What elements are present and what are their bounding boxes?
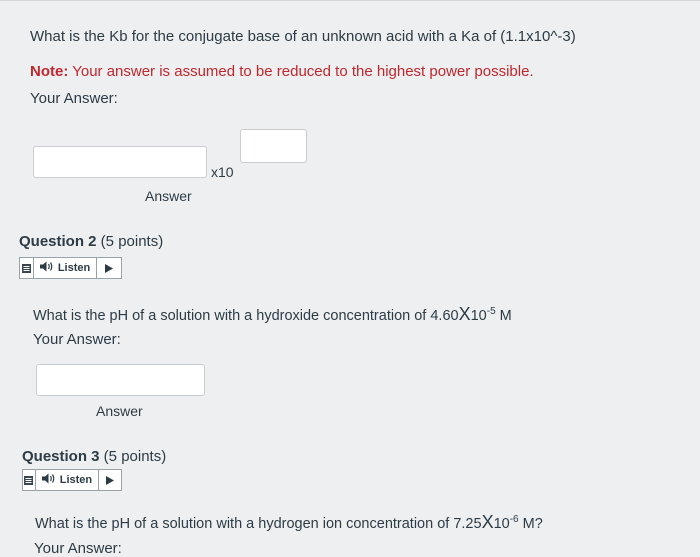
question-3-title: Question 3 bbox=[22, 448, 100, 465]
question-3-unit: M? bbox=[518, 516, 543, 532]
question-2-listen-button[interactable] bbox=[34, 258, 97, 278]
question-2-times-symbol: X bbox=[458, 304, 471, 324]
question-2-heading bbox=[19, 233, 163, 250]
question-3-times-symbol: X bbox=[481, 512, 494, 532]
question-3-listen-bar bbox=[22, 469, 122, 491]
note-text: Your answer is assumed to be reduced to the highest power possible. bbox=[68, 63, 534, 80]
question-1-your-answer-label: Your Answer: bbox=[30, 90, 118, 107]
question-2-text bbox=[33, 304, 512, 325]
question-2-title: Question 2 bbox=[19, 233, 97, 250]
top-divider bbox=[0, 0, 700, 1]
question-2-listen-label: Listen bbox=[57, 262, 91, 274]
question-3-exponent: -6 bbox=[509, 514, 519, 526]
question-2-exponent: -5 bbox=[486, 306, 496, 318]
menu-icon[interactable] bbox=[20, 258, 34, 278]
question-2-your-answer-label: Your Answer: bbox=[33, 331, 121, 348]
question-2-listen-bar bbox=[19, 257, 122, 279]
question-3-points: (5 points) bbox=[99, 448, 167, 465]
question-3-text-prefix: What is the pH of a solution with a hydrogen ion concentration of 7.25 bbox=[35, 516, 482, 532]
question-3-base: 10 bbox=[493, 516, 510, 532]
menu-icon[interactable] bbox=[23, 470, 36, 490]
question-1-coefficient-input[interactable] bbox=[33, 146, 207, 178]
times-ten-label: x10 bbox=[211, 164, 234, 180]
question-1-answer-label: Answer bbox=[145, 188, 192, 204]
question-1-text: What is the Kb for the conjugate base of an unknown acid with a Ka of (1.1x10^-3) bbox=[30, 28, 576, 45]
question-2-base: 10 bbox=[470, 308, 487, 324]
play-icon[interactable] bbox=[99, 470, 121, 490]
question-3-your-answer-label: Your Answer: bbox=[34, 540, 122, 557]
play-icon[interactable] bbox=[97, 258, 121, 278]
question-1-note bbox=[30, 63, 534, 80]
question-2-text-prefix: What is the pH of a solution with a hydroxide concentration of 4.60 bbox=[33, 308, 459, 324]
speaker-icon bbox=[40, 261, 54, 275]
question-2-answer-label: Answer bbox=[96, 403, 143, 419]
question-3-text bbox=[35, 512, 543, 533]
question-2-unit: M bbox=[495, 308, 512, 324]
question-3-listen-button[interactable] bbox=[36, 470, 99, 490]
question-1-exponent-input[interactable] bbox=[240, 129, 307, 163]
question-3-heading bbox=[22, 448, 166, 465]
speaker-icon bbox=[42, 473, 56, 487]
question-2-answer-input[interactable] bbox=[36, 364, 205, 396]
question-3-listen-label: Listen bbox=[59, 474, 93, 486]
note-label: Note: bbox=[30, 63, 69, 80]
question-2-points: (5 points) bbox=[96, 233, 164, 250]
